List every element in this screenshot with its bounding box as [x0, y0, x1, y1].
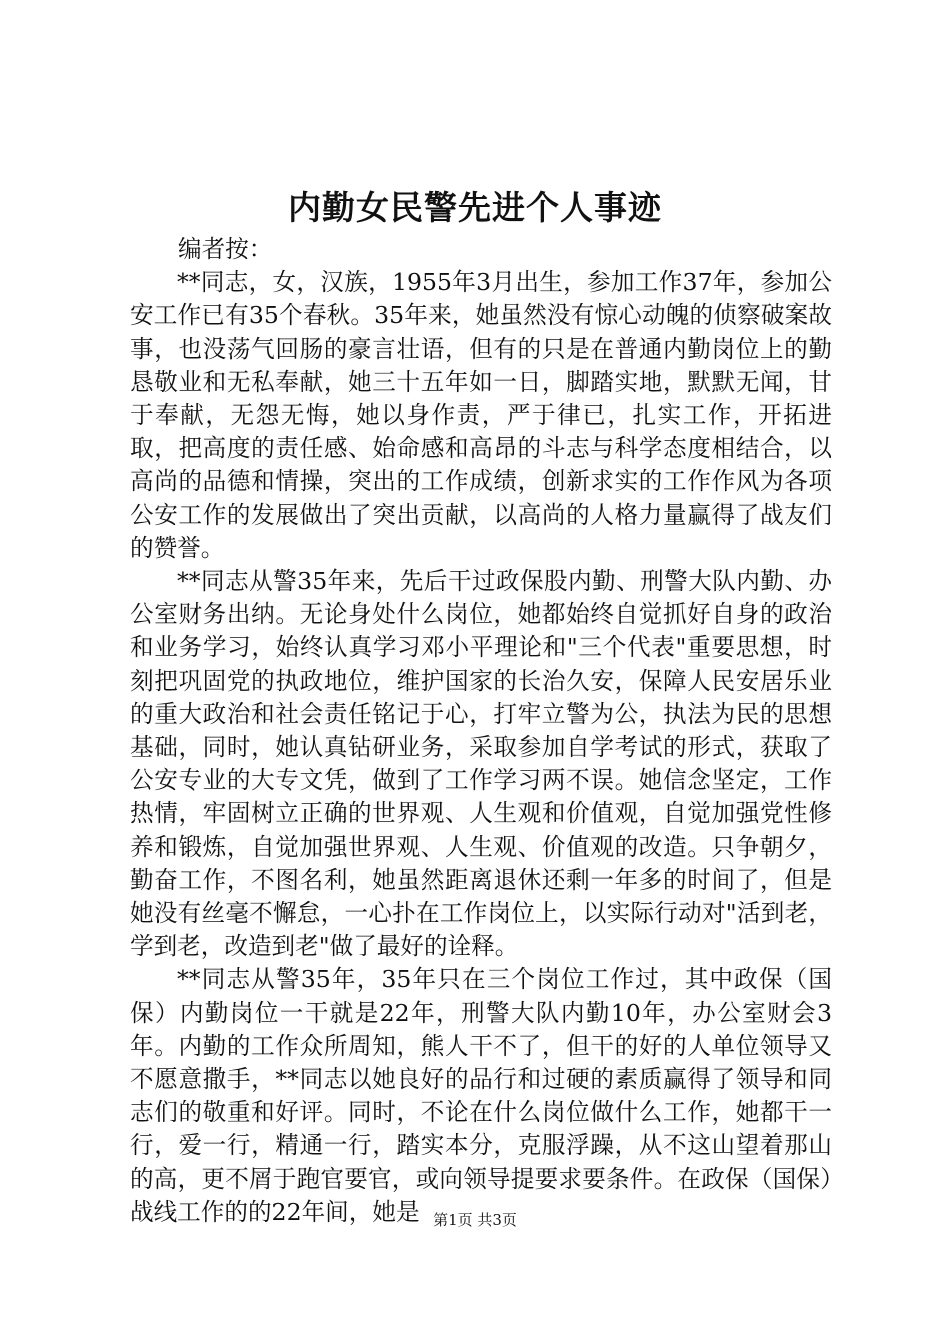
editor-note-label: 编者按： — [178, 235, 273, 263]
page-footer: 第1页 共3页 — [433, 1211, 517, 1229]
paragraph-1: **同志，女，汉族，1955年3月出生，参加工作37年，参加公安工作已有35个春秋。35年来，她虽然没有惊心动魄的侦察破案故事，也没荡气回肠的豪言壮语，但有的只是在普通内勤岗位上的勤恳敬业和无私奉献，她三十五年如一日，脚踏实地，默默无闻，甘于奉献，无怨无悔，她以身作责，严于律已，扎实工作，开拓进取，把高度的责任感、始命感和高昂的斗志与科学态度相结合，以高尚的品德和情操，突出的工作成绩，创新求实的工作作风为各项公安工作的发展做出了突出贡献，以高尚的人格力量赢得了战友们的赞誉。 — [130, 268, 832, 562]
document-body — [130, 233, 832, 1229]
document-title: 内勤女民警先进个人事迹 — [288, 188, 662, 227]
paragraph-2: **同志从警35年来，先后干过政保股内勤、刑警大队内勤、办公室财务出纳。无论身处什么岗位，她都始终自觉抓好自身的政治和业务学习，始终认真学习邓小平理论和"三个代表"重要思想，时刻把巩固党的执政地位，维护国家的长治久安，保障人民安居乐业的重大政治和社会责任铭记于心，打牢立警为公，执法为民的思想基础，同时，她认真钻研业务，采取参加自学考试的形式，获取了公安专业的大专文凭，做到了工作学习两不误。她信念坚定，工作热情，牢固树立正确的世界观、人生观和价值观，自觉加强党性修养和锻炼，自觉加强世界观、人生观、价值观的改造。只争朝夕，勤奋工作，不图名利，她虽然距离退休还剩一年多的时间了，但是她没有丝毫不懈怠，一心扑在工作岗位上，以实际行动对"活到老，学到老，改造到老"做了最好的诠释。 — [130, 567, 832, 961]
paragraph-3: **同志从警35年，35年只在三个岗位工作过，其中政保（国保）内勤岗位一干就是22年，刑警大队内勤10年，办公室财会3年。内勤的工作众所周知，熊人干不了，但干的好的人单位领导又不愿意撒手，**同志以她良好的品行和过硬的素质赢得了领导和同志们的敬重和好评。同时，不论在什么岗位做什么工作，她都干一行，爱一行，精通一行，踏实本分，克服浮躁，从不这山望着那山的高，更不屑于跑官要官，或向领导提要求要条件。在政保（国保）战线工作的的22年间，她是 — [130, 965, 832, 1226]
